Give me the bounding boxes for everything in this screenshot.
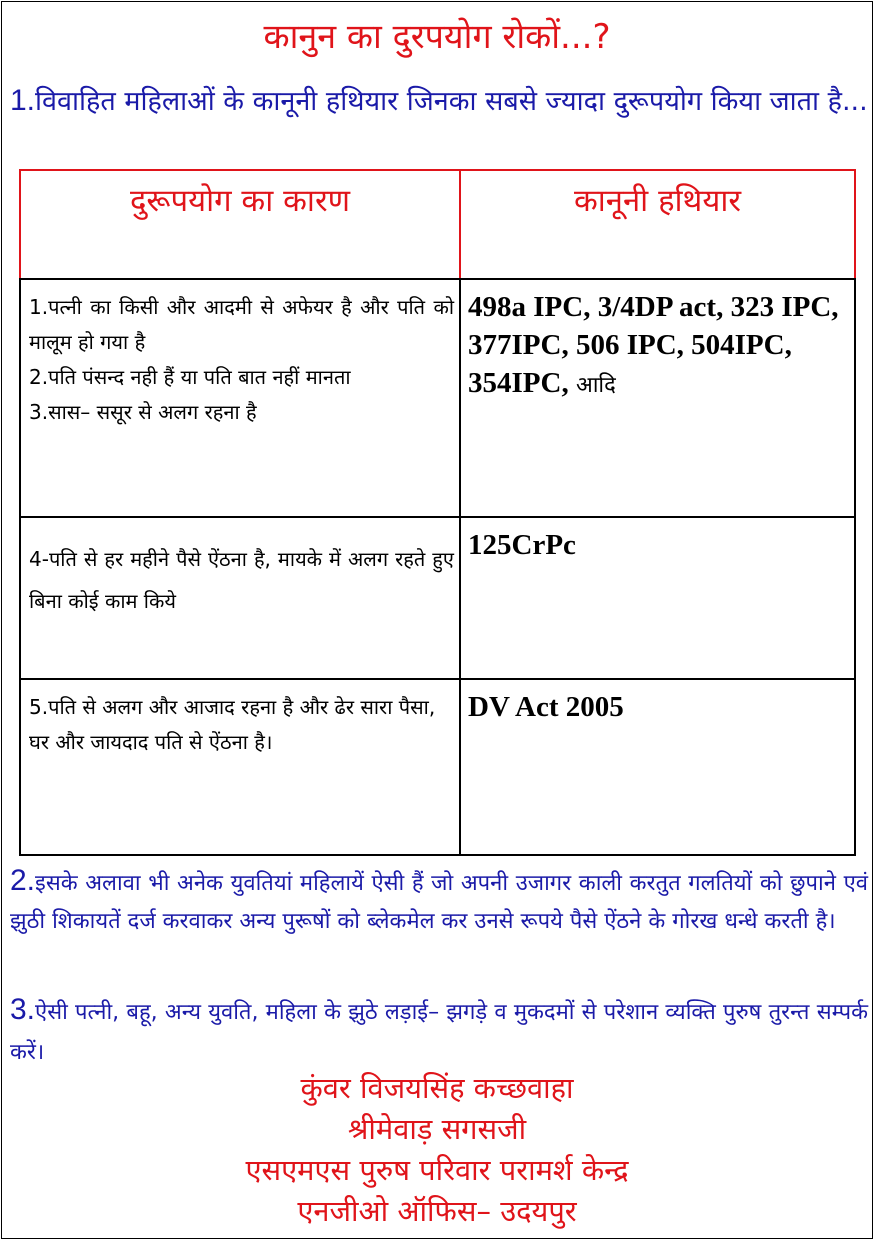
section-3 (10, 990, 868, 1073)
section-1 (10, 76, 868, 127)
contact-office: एनजीओ ऑफिस– उदयपुर (297, 1194, 577, 1228)
reason-item: 3.सास– ससूर से अलग रहना है (29, 400, 257, 424)
contact-name: कुंवर विजयसिंह कच्छवाहा (300, 1071, 574, 1105)
reason-item: 5.पति से अलग और आजाद रहना है और ढेर सारा पैसा, (29, 695, 436, 719)
header-law: कानूनी हथियार (460, 170, 855, 279)
section-1-text: विवाहित महिलाओं के कानूनी हथियार जिनका सबसे ज्यादा दुरूपयोग किया जाता है... (35, 86, 868, 117)
reason-item: घर और जायदाद पति से ऐंठना है। (29, 730, 273, 754)
reason-item: 1.पत्नी का किसी और आदमी से अफेयर है और पति को मालूम हो गया है (29, 295, 454, 354)
header-reason: दुरूपयोग का कारण (20, 170, 460, 279)
law-text: 125CrPc (468, 529, 576, 561)
section-2-text: इसके अलावा भी अनेक युवतियां महिलायें ऐसी हैं जो अपनी उजागर काली करतुत गलतियों को छुपाने एवं झुठी शिकायतें दर्ज करवाकर अन्य पुरूषों को ब्लेकमेल कर उनसे रूपये पैसे ऐंठने के गोरख धन्धे करती है। (10, 871, 868, 934)
contact-block (0, 1068, 874, 1232)
reason-cell (20, 279, 460, 517)
section-3-number: 3. (10, 993, 36, 1026)
law-cell (460, 517, 855, 679)
misuse-law-table (19, 169, 856, 856)
section-2 (10, 862, 868, 941)
law-cell (460, 279, 855, 517)
reason-cell (20, 679, 460, 855)
section-2-number: 2. (10, 864, 36, 897)
contact-organization: एसएमएस पुरुष परिवार परामर्श केन्द्र (245, 1153, 629, 1187)
table-row (20, 279, 855, 517)
table-row (20, 517, 855, 679)
table-row (20, 679, 855, 855)
section-1-number: 1. (10, 84, 36, 117)
section-3-text: ऐसी पत्नी, बहू, अन्य युवति, महिला के झुठे लड़ाई– झगड़े व मुकदमों से परेशान व्यक्ति पुरुष तुरन्त सम्पर्क करें। (10, 1000, 868, 1065)
reason-item: 2.पति पंसन्द नही हैं या पति बात नहीं मानता (29, 365, 351, 389)
law-text: 498a IPC, 3/4DP act, 323 IPC, 377IPC, 506 IPC, 504IPC, 354IPC, (468, 291, 839, 399)
law-text: DV Act 2005 (468, 691, 624, 723)
page-title: कानुन का दुरपयोग रोकों...? (263, 17, 611, 57)
contact-place: श्रीमेवाड़ सगसजी (347, 1112, 527, 1146)
reason-cell (20, 517, 460, 679)
reason-item: 4-पति से हर महीने पैसे ऐंठना है, मायके में अलग रहते हुए बिना कोई काम किये (29, 547, 454, 613)
law-suffix: आदि (575, 373, 616, 398)
law-cell (460, 679, 855, 855)
